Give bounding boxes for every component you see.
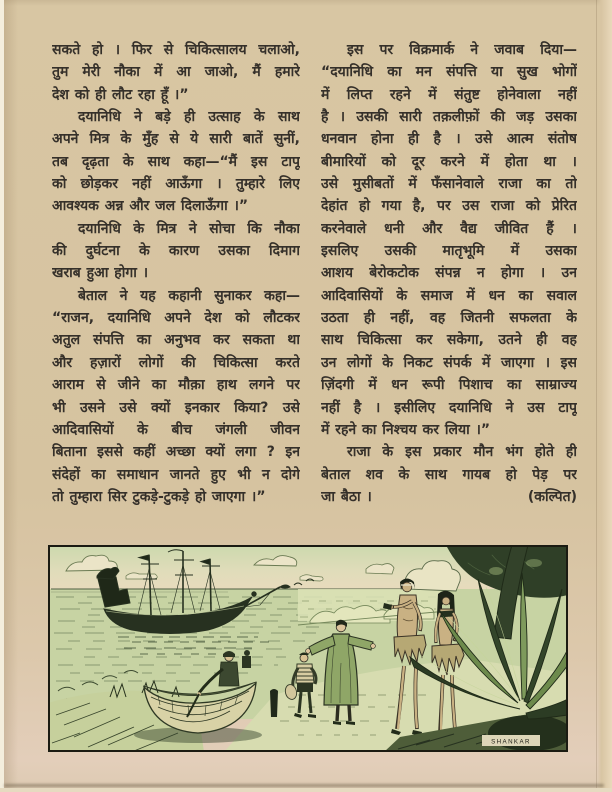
text-line: “राजन, दयानिधि अपने देश को लौटकर (52, 310, 300, 327)
text-line: में लिप्त रहने में संतुष्ट होनेवाला नहीं (321, 86, 577, 103)
text-line: है । उसकी सारी तक़लीफ़ों की जड़ उसका (321, 109, 577, 126)
scan-edge-right-strip (597, 0, 612, 792)
right-text-column (321, 39, 577, 508)
text-line: आवश्यक अन्न और जल दिलाऊँगा ।” (52, 198, 249, 215)
text-line: आदिवासियों के समाज में धन का सवाल (321, 287, 577, 304)
text-line: आराम से जीने का मौक़ा हाथ लगने पर (52, 377, 300, 394)
text-line: इस पर विक्रमार्क ने जवाब दिया— (347, 42, 577, 58)
text-line: बिताना इससे कहीं अच्छा क्यों लगा ? इन (52, 444, 300, 461)
text-line: में रहने का निश्चय कर लिया ।” (321, 421, 491, 438)
closing-text: जा बैठा । (321, 488, 372, 505)
text-line: देहांत हो गया है, पर उस राजा को प्रेरित (321, 198, 577, 215)
text-line: राजा के इस प्रकार मौन भंग होते ही (347, 444, 577, 461)
text-line: देश को ही लौट रहा हूँ ।” (52, 86, 189, 103)
text-line: सकते हो । फिर से चिकित्सालय चलाओ, (52, 42, 300, 58)
text-line: अतुल संपत्ति का अनुभव कर सकता था (52, 332, 300, 349)
text-line: उन लोगों के निकट संपर्क में जाएगा । इस (321, 354, 577, 371)
text-line-closing (321, 486, 577, 508)
text-line: दयानिधि के मित्र ने सोचा कि नौका (78, 220, 300, 237)
text-line: भी उसने उसे क्यों इनकार किया? उसे (52, 399, 300, 416)
text-line: अपने मित्र के मुँह से ये सारी बातें सुनीं, (52, 131, 300, 148)
text-line: साथ चिकित्सा कर सकेगा, उतने ही वह (321, 332, 577, 349)
distant-shore (298, 589, 448, 625)
text-line: नहीं है । इसीलिए दयानिधि ने उस टापू (321, 399, 577, 416)
text-line: आदिवासियों के बीच जंगली जीवन (52, 421, 300, 438)
text-line: तुम मेरी नौका में आ जाओ, मैं हमारे (52, 64, 300, 81)
text-line: आशय बेरोकटोक संपन्न न होगा । उन (321, 265, 577, 282)
scan-edge-left-shade (4, 0, 18, 792)
text-line: धनवान होना ही है । उसे आत्म संतोष (321, 131, 577, 148)
text-line: बीमारियों को दूर करने में होता था । (321, 153, 577, 170)
text-line: करनेवाले धनी और वैद्य जीवित हैं । (321, 220, 577, 237)
mooring-post (270, 689, 278, 717)
story-type-label: (कल्पित) (527, 488, 577, 505)
text-line: तब दृढ़ता के साथ कहा—“मैं इस टापू (52, 153, 300, 170)
text-line: की दुर्घटना के कारण उसका दिमाग (52, 243, 300, 260)
text-line: “दयानिधि का मन संपत्ति या सुख भोगों (321, 64, 577, 81)
scan-edge-bottom-shadow (4, 784, 604, 787)
text-line: को छोड़कर नहीं आऊँगा । तुम्हारे लिए (52, 176, 300, 193)
text-line: ज़िंदगी में धन रूपी पिशाच का साम्राज्य (321, 377, 577, 394)
left-text-column (52, 39, 300, 508)
text-line: खराब हुआ होगा । (52, 265, 149, 282)
text-line: उठता ही नहीं, वह जितनी सफलता के (321, 310, 577, 327)
bow-figure (252, 592, 256, 596)
text-line: इसलिए उसकी मातृभूमि में उसका (321, 243, 577, 260)
artist-signature (482, 735, 540, 746)
text-line: दयानिधि ने बड़े ही उत्साह के साथ (78, 109, 300, 126)
text-line: तो तुम्हारा सिर टुकड़े-टुकड़े हो जाएगा ।” (52, 488, 266, 505)
text-line: और हज़ारों लोगों की चिकित्सा करते (52, 354, 300, 371)
scan-edge-right-line (596, 0, 597, 792)
story-illustration (48, 545, 568, 752)
scan-edge-bottom-light (0, 788, 612, 792)
text-line: बेताल शव के साथ गायब हो पेड़ पर (321, 466, 577, 483)
text-line: संदेहों का समाधान जानते हुए भी न दोगे (52, 466, 300, 483)
text-line: उसे मुसीबतों में फँसानेवाले राजा का तो (321, 176, 577, 193)
text-line: बेताल ने यह कहानी सुनाकर कहा— (78, 287, 300, 304)
artist-signature-text: SHANKAR (491, 738, 531, 746)
scan-edge-top (0, 0, 612, 6)
scan-edge-left-white (0, 0, 4, 792)
